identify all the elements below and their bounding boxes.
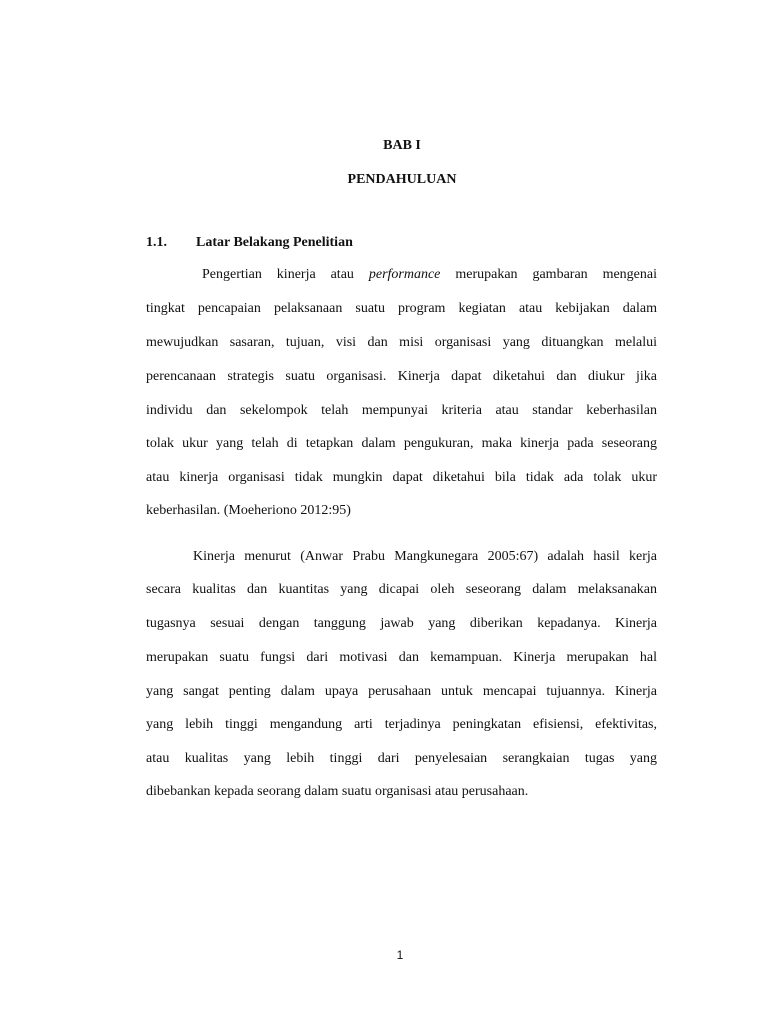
paragraph-line: atau kualitas yang lebih tinggi dari penyelesaian serangkaian tugas yang — [146, 751, 657, 766]
section-number: 1.1. — [146, 235, 167, 250]
paragraph-line: yang lebih tinggi mengandung arti terjadinya peningkatan efisiensi, efektivitas, — [146, 717, 657, 732]
paragraph-line: tugasnya sesuai dengan tanggung jawab yang diberikan kepadanya. Kinerja — [146, 616, 657, 631]
paragraph-line — [202, 267, 657, 283]
italic-term: performance — [368, 267, 441, 282]
page-number: 1 — [396, 948, 404, 962]
chapter-title: PENDAHULUAN — [347, 172, 457, 187]
paragraph-text: merupakan gambaran mengenai — [440, 267, 658, 282]
paragraph-line: tolak ukur yang telah di tetapkan dalam pengukuran, maka kinerja pada seseorang — [146, 436, 657, 451]
paragraph-line: merupakan suatu fungsi dari motivasi dan kemampuan. Kinerja merupakan hal — [146, 650, 657, 665]
paragraph-line: Kinerja menurut (Anwar Prabu Mangkunegara 2005:67) adalah hasil kerja — [193, 549, 657, 564]
paragraph-line: individu dan sekelompok telah mempunyai kriteria atau standar keberhasilan — [146, 403, 657, 418]
paragraph-text: Pengertian kinerja atau — [202, 267, 369, 282]
paragraph-line: perencanaan strategis suatu organisasi. Kinerja dapat diketahui dan diukur jika — [146, 369, 657, 384]
paragraph-line: dibebankan kepada seorang dalam suatu organisasi atau perusahaan. — [146, 784, 529, 799]
paragraph-line: secara kualitas dan kuantitas yang dicapai oleh seseorang dalam melaksanakan — [146, 582, 657, 597]
paragraph-line: mewujudkan sasaran, tujuan, visi dan misi organisasi yang dituangkan melalui — [146, 335, 657, 350]
paragraph-line: atau kinerja organisasi tidak mungkin dapat diketahui bila tidak ada tolak ukur — [146, 470, 657, 485]
paragraph-line: tingkat pencapaian pelaksanaan suatu program kegiatan atau kebijakan dalam — [146, 301, 657, 316]
chapter-label: BAB I — [383, 138, 421, 153]
paragraph-line: yang sangat penting dalam upaya perusahaan untuk mencapai tujuannya. Kinerja — [146, 684, 657, 699]
paragraph-line: keberhasilan. (Moeheriono 2012:95) — [146, 503, 351, 518]
section-heading — [146, 235, 353, 251]
section-title: Latar Belakang Penelitian — [196, 235, 353, 250]
